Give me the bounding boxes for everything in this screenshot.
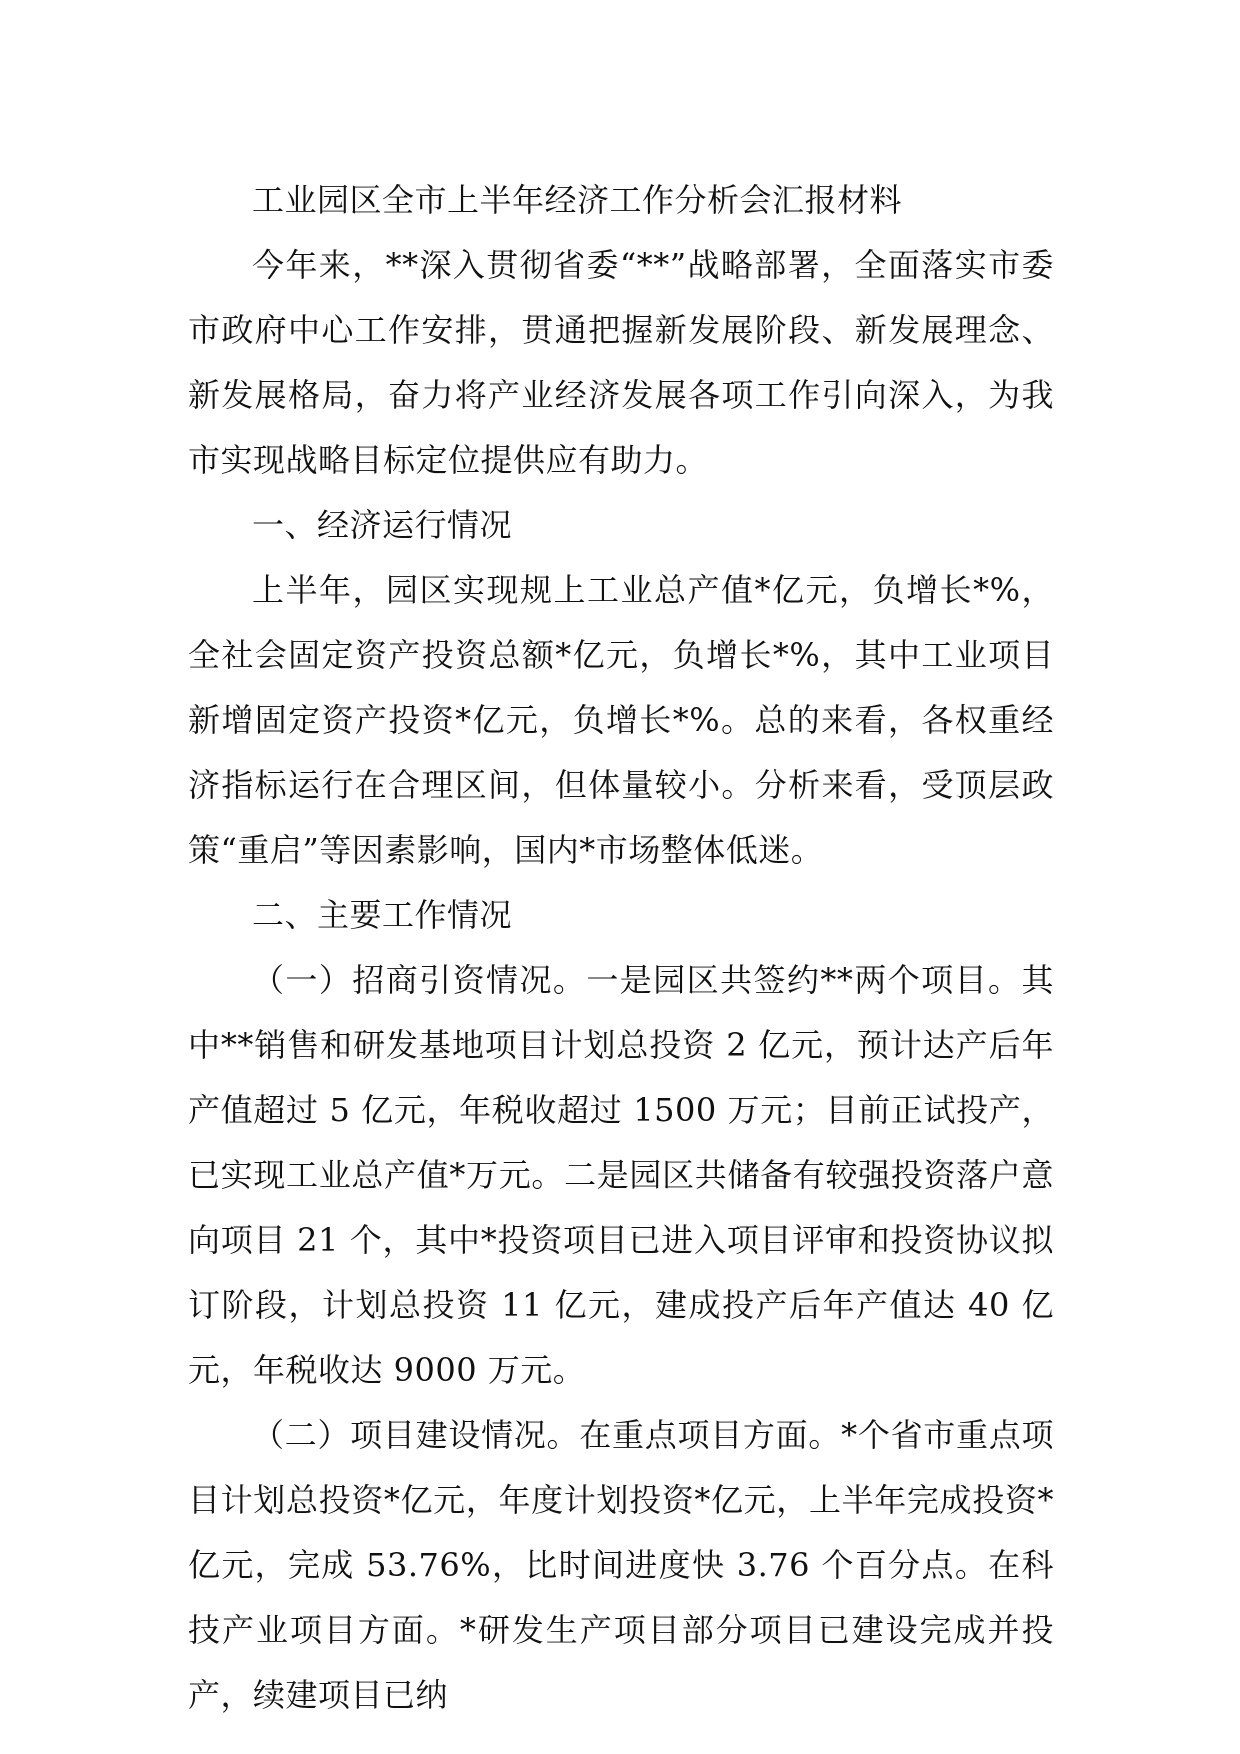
- paragraph-project-construction: （二）项目建设情况。在重点项目方面。*个省市重点项目计划总投资*亿元，年度计划投资*亿元，上半年完成投资*亿元，完成 53.76%，比时间进度快 3.76 个百分点。在科技产业项目方面。*研发生产项目部分项目已建设完成并投产，续建项目已纳: [188, 1416, 1054, 1714]
- section-heading-economic-operation: 一、经济运行情况: [252, 506, 513, 544]
- document-title: 工业园区全市上半年经济工作分析会汇报材料: [252, 181, 903, 219]
- paragraph-intro: 今年来，**深入贯彻省委“**”战略部署，全面落实市委市政府中心工作安排，贯通把握新发展阶段、新发展理念、新发展格局，奋力将产业经济发展各项工作引向深入，为我市实现战略目标定位提供应有助力。: [188, 246, 1054, 479]
- document-body: [188, 168, 1054, 1728]
- section-heading-main-work: 二、主要工作情况: [252, 896, 513, 934]
- paragraph-economic-operation: 上半年，园区实现规上工业总产值*亿元，负增长*%，全社会固定资产投资总额*亿元，负增长*%，其中工业项目新增固定资产投资*亿元，负增长*%。总的来看，各权重经济指标运行在合理区间，但体量较小。分析来看，受顶层政策“重启”等因素影响，国内*市场整体低迷。: [188, 571, 1054, 869]
- paragraph-investment-attraction: （一）招商引资情况。一是园区共签约**两个项目。其中**销售和研发基地项目计划总投资 2 亿元，预计达产后年产值超过 5 亿元，年税收超过 1500 万元；目前正试投产，已实现工业总产值*万元。二是园区共储备有较强投资落户意向项目 21 个，其中*投资项目已进入项目评审和投资协议拟订阶段，计划总投资 11 亿元，建成投产后年产值达 40 亿元，年税收达 9000 万元。: [188, 961, 1054, 1389]
